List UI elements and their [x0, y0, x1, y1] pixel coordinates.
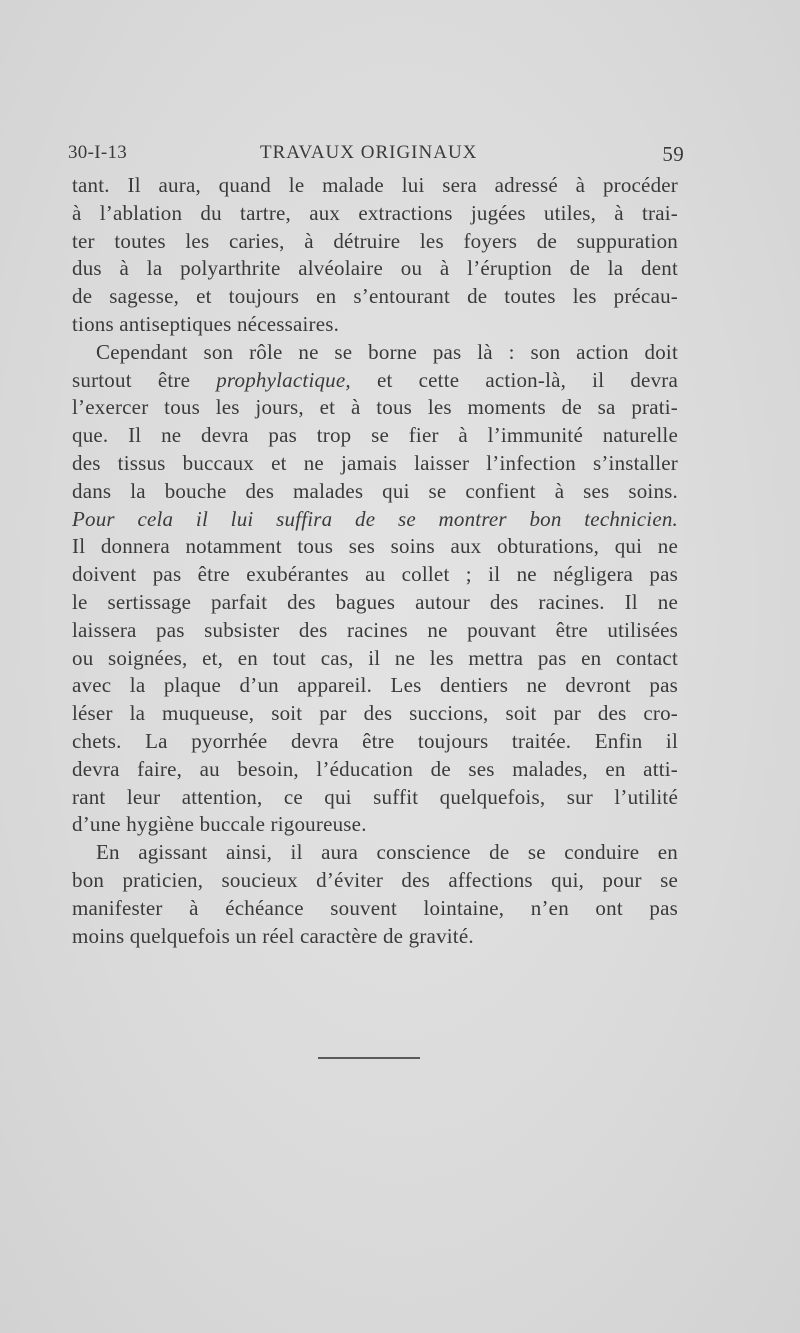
text-line	[72, 895, 678, 923]
text-run: bon praticien, soucieux d’éviter des affections qui, pour se	[72, 867, 678, 892]
text-line	[72, 867, 678, 895]
text-line	[72, 506, 678, 534]
text-run: tions antiseptiques nécessaires.	[72, 311, 340, 336]
text-line	[72, 394, 678, 422]
header-date: 30-I-13	[68, 142, 128, 163]
text-line	[72, 839, 678, 867]
text-line	[72, 283, 678, 311]
text-run: rant leur attention, ce qui suffit quelquefois, sur l’utilité	[72, 784, 678, 809]
text-line	[72, 450, 678, 478]
text-line	[72, 422, 678, 450]
italic-text: Pour cela il lui suffira de se montrer bon technicien.	[72, 506, 678, 531]
text-run: Il donnera notamment tous ses soins aux obturations, qui ne	[72, 534, 678, 559]
text-line	[72, 311, 678, 339]
italic-text: prophylactique,	[216, 367, 351, 392]
text-run: des tissus buccaux et ne jamais laisser l’infection s’installer	[72, 450, 678, 475]
text-run: tant. Il aura, quand le malade lui sera adressé à procéder	[72, 173, 678, 197]
text-run: surtout être	[72, 367, 217, 392]
section-end-rule	[318, 1057, 420, 1059]
text-run: que. Il ne devra pas trop se fier à l’immunité naturelle	[72, 423, 678, 448]
text-line	[72, 255, 678, 283]
text-run: l’exercer tous les jours, et à tous les moments de sa prati-	[72, 395, 678, 420]
text-run: moins quelquefois un réel caractère de gravité.	[72, 923, 474, 948]
text-run: ter toutes les caries, à détruire les foyers de suppuration	[72, 228, 678, 253]
text-line	[72, 923, 678, 951]
text-line	[72, 561, 678, 589]
text-run: chets. La pyorrhée devra être toujours traitée. Enfin il	[72, 728, 678, 753]
running-head	[68, 142, 684, 172]
body-text	[72, 172, 678, 950]
header-title: TRAVAUX ORIGINAUX	[260, 142, 478, 163]
text-run: devra faire, au besoin, l’éducation de ses malades, en atti-	[72, 756, 678, 781]
text-run: ou soignées, et, en tout cas, il ne les mettra pas en contact	[72, 645, 678, 670]
text-run: Cependant son rôle ne se borne pas là : son action doit	[96, 339, 678, 364]
text-run: et cette action-là, il devra	[350, 367, 678, 392]
text-line	[72, 672, 678, 700]
text-run: laissera pas subsister des racines ne pouvant être utilisées	[72, 617, 678, 642]
page-number: 59	[662, 142, 684, 166]
text-run: avec la plaque d’un appareil. Les dentiers ne devront pas	[72, 673, 678, 698]
text-line	[72, 700, 678, 728]
text-run: dans la bouche des malades qui se confient à ses soins.	[72, 478, 678, 503]
text-run: léser la muqueuse, soit par des succions, soit par des cro-	[72, 701, 678, 726]
text-run: le sertissage parfait des bagues autour des racines. Il ne	[72, 589, 678, 614]
text-run: dus à la polyarthrite alvéolaire ou à l’éruption de la dent	[72, 256, 678, 281]
text-line	[72, 533, 678, 561]
text-line	[72, 645, 678, 673]
text-run: de sagesse, et toujours en s’entourant de toutes les précau-	[72, 284, 678, 309]
text-line	[72, 589, 678, 617]
text-line	[72, 339, 678, 367]
text-line	[72, 478, 678, 506]
text-run: manifester à échéance souvent lointaine, n’en ont pas	[72, 895, 678, 920]
text-line	[72, 367, 678, 395]
text-line	[72, 200, 678, 228]
text-run: doivent pas être exubérantes au collet ; il ne négligera pas	[72, 562, 678, 587]
text-line	[72, 811, 678, 839]
text-line	[72, 784, 678, 812]
text-run: à l’ablation du tartre, aux extractions jugées utiles, à trai-	[72, 200, 678, 225]
text-line	[72, 756, 678, 784]
text-line	[72, 728, 678, 756]
text-run: En agissant ainsi, il aura conscience de se conduire en	[96, 840, 678, 865]
text-line	[72, 228, 678, 256]
text-line	[72, 172, 678, 200]
text-line	[72, 617, 678, 645]
text-run: d’une hygiène buccale rigoureuse.	[72, 812, 367, 837]
